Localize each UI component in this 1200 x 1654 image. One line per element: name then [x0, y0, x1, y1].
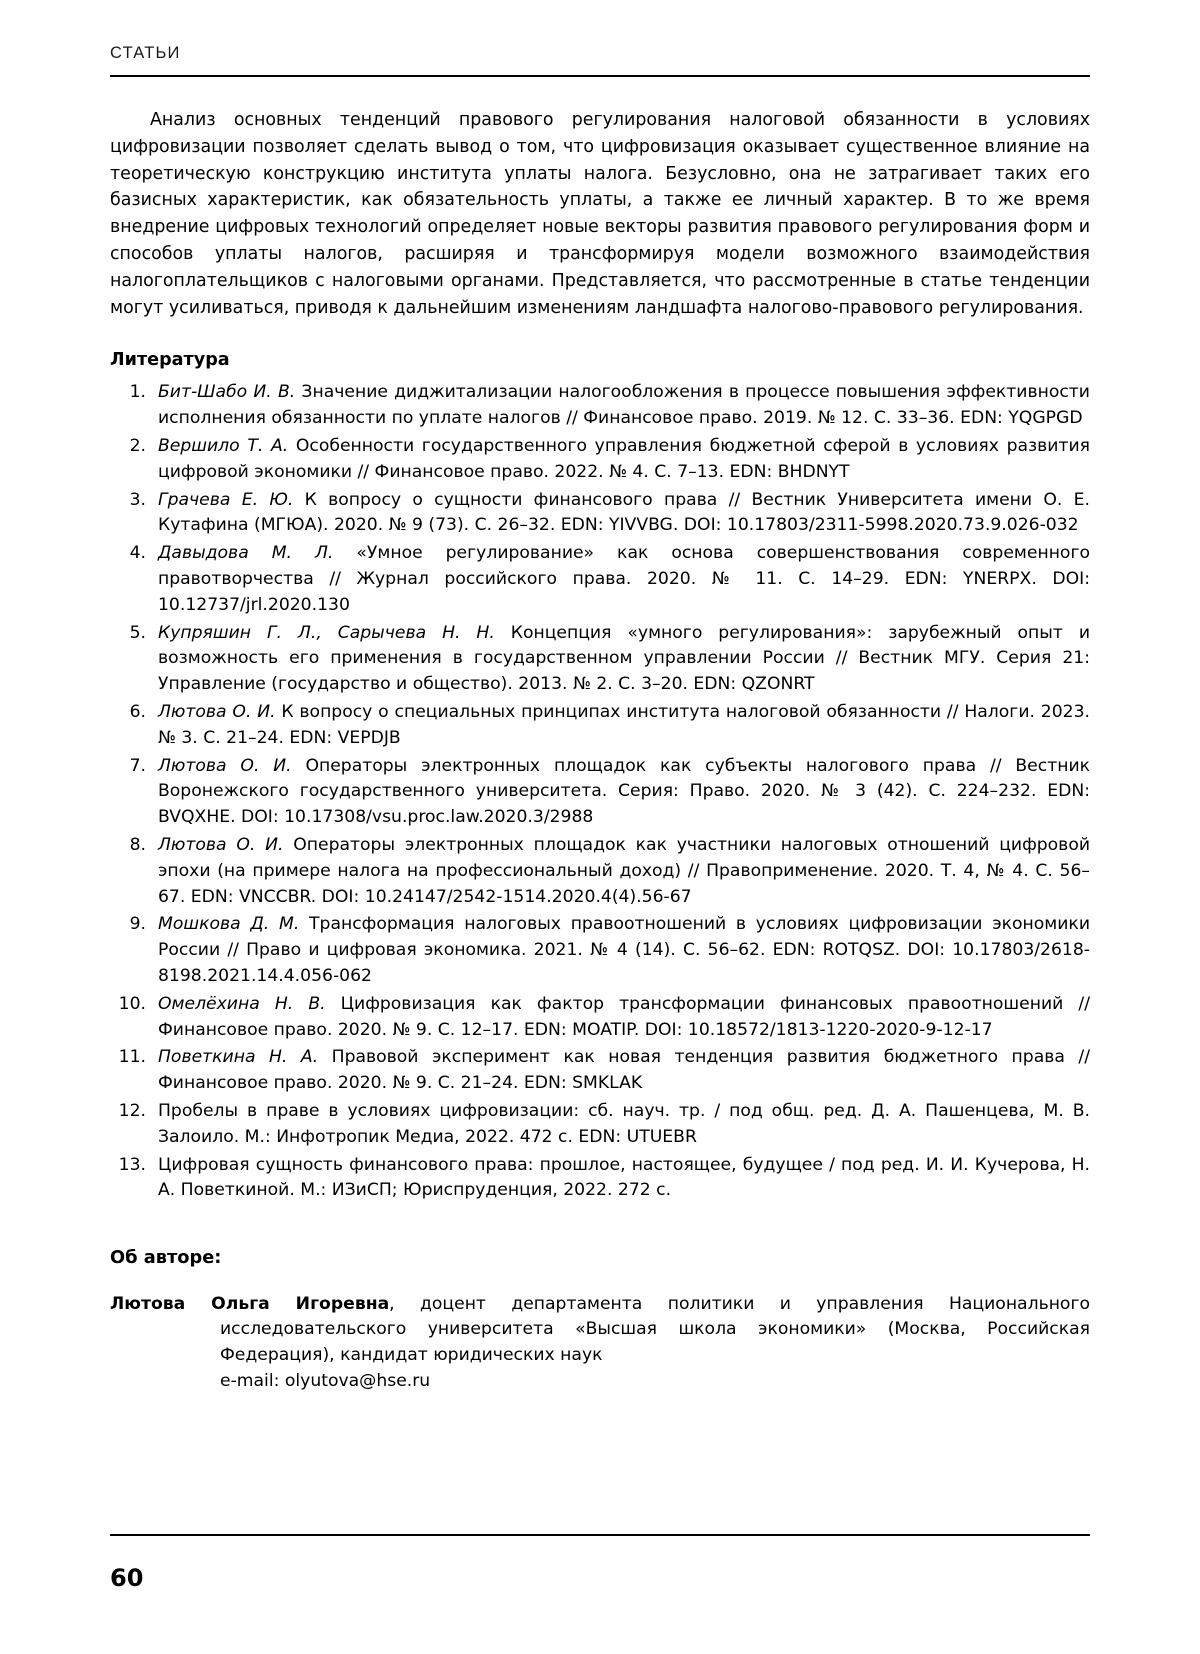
about-author-heading: Об авторе:: [110, 1247, 222, 1269]
reference-author: Бит-Шабо И. В.: [158, 382, 296, 403]
references-list: [110, 380, 1090, 1204]
reference-text: К вопросу о сущности финансового права // Вестник Университета имени О. Е. Кутафина (МГЮА). 2020. № 9 (73). С. 26–32. EDN: YIVVBG. DOI: 10.17803/2311-5998.2020.73.9.026-032: [158, 489, 1090, 536]
reference-text: Цифровая сущность финансового права: прошлое, настоящее, будущее / под ред. И. И. Кучерова, Н. А. Поветкиной. М.: ИЗиСП; Юриспруденция, 2022. 272 с.: [158, 1154, 1090, 1201]
page-content: [110, 77, 1090, 1395]
reference-text: Особенности государственного управления бюджетной сферой в условиях развития цифровой экономики // Финансовое право. 2022. № 4. С. 7–13. EDN: BHDNYT: [158, 436, 1090, 482]
list-item: [110, 754, 1090, 831]
reference-text: К вопросу о специальных принципах института налоговой обязанности // Налоги. 2023. № 3. С. 21–24. EDN: VEPDJB: [158, 702, 1090, 748]
reference-author: Омелёхина Н. В.: [158, 993, 326, 1014]
abstract-paragraph: Анализ основных тенденций правового регулирования налоговой обязанности в условиях цифровизации позволяет сделать вывод о том, что цифровизация оказывает существенное влияние на теоретическую конструкцию института уплаты налога. Безусловно, она не затрагивает таких его базисных характеристик, как обязательность уплаты, а также ее личный характер. В то же время внедрение цифровых технологий определяет новые векторы развития правового регулирования форм и способов уплаты налогов, расширяя и трансформируя модели возможного взаимодействия налогоплательщиков с налоговыми органами. Представляется, что рассмотренные в статье тенденции могут усиливаться, приводя к дальнейшим изменениям ландшафта налогово-правового регулирования.: [110, 110, 1090, 318]
author-email: e-mail: olyutova@hse.ru: [220, 1370, 431, 1391]
reference-author: Давыдова М. Л.: [158, 543, 334, 564]
reference-author: Грачева Е. Ю.: [158, 489, 294, 510]
references-heading: Литература: [110, 350, 230, 371]
list-item: [110, 380, 1090, 432]
reference-text: Операторы электронных площадок как субъекты налогового права // Вестник Воронежского государственного университета. Серия: Право. 2020. № 3 (42). С. 224–232. EDN: BVQXHE. DOI: 10.17308/vsu.proc.law.2020.3/2988: [158, 755, 1090, 828]
reference-author: Лютова О. И.: [158, 835, 284, 856]
reference-author: Купряшин Г. Л., Сарычева Н. Н.: [158, 622, 495, 643]
reference-author: Вершило Т. А.: [158, 436, 289, 457]
reference-text: Операторы электронных площадок как участники налоговых отношений цифровой эпохи (на примере налога на профессиональный доход) // Правоприменение. 2020. Т. 4, № 4. С. 56–67. EDN: VNCCBR. DOI: 10.24147/2542-1514.2020.4(4).56-67: [158, 835, 1091, 907]
list-item: [110, 434, 1090, 486]
reference-text: «Умное регулирование» как основа совершенствования современного правотворчества // Журнал российского права. 2020. № 11. С. 14–29. EDN: YNERPX. DOI: 10.12737/jrl.2020.130: [158, 543, 1090, 615]
list-item: [110, 1153, 1090, 1205]
footer-divider: [110, 1534, 1090, 1536]
reference-text: Пробелы в праве в условиях цифровизации: сб. науч. тр. / под общ. ред. Д. А. Пашенцева, М. В. Залоило. М.: Инфотропик Медиа, 2022. 472 с. EDN: UTUEBR: [158, 1100, 1090, 1147]
reference-text: Значение диджитализации налогообложения в процессе повышения эффективности исполнения обязанности по уплате налогов // Финансовое право. 2019. № 12. С. 33–36. EDN: YQGPGD: [158, 382, 1090, 429]
list-item: [110, 541, 1090, 618]
list-item: [110, 833, 1090, 910]
running-head: СТАТЬИ: [110, 44, 181, 62]
list-item: [110, 621, 1090, 698]
reference-author: Поветкина Н. А.: [158, 1047, 319, 1068]
list-item: [110, 1045, 1090, 1097]
list-item: [110, 488, 1090, 540]
reference-author: Лютова О. И.: [158, 702, 276, 723]
list-item: [110, 912, 1090, 989]
reference-author: Мошкова Д. М.: [158, 914, 300, 935]
about-author-block: [110, 1292, 1090, 1395]
reference-text: Концепция «умного регулирования»: зарубежный опыт и возможность его применения в государственном управлении России // Вестник МГУ. Серия 21: Управление (государство и общество). 2013. № 2. С. 3–20. EDN: QZONRT: [158, 622, 1090, 695]
reference-text: Правовой эксперимент как новая тенденция развития бюджетного права // Финансовое право. 2020. № 9. С. 21–24. EDN: SMKLAK: [158, 1047, 1090, 1094]
reference-author: Лютова О. И.: [158, 755, 292, 776]
reference-text: Цифровизация как фактор трансформации финансовых правоотношений // Финансовое право. 2020. № 9. С. 12–17. EDN: MOATIP. DOI: 10.18572/1813-1220-2020-9-12-17: [158, 993, 1090, 1040]
author-name: Лютова Ольга Игоревна: [110, 1293, 390, 1314]
list-item: [110, 992, 1090, 1044]
list-item: [110, 1099, 1090, 1151]
reference-text: Трансформация налоговых правоотношений в условиях цифровизации экономики России // Право и цифровая экономика. 2021. № 4 (14). С. 56–62. EDN: ROTQSZ. DOI: 10.17803/2618-8198.2021.14.4.056-062: [158, 914, 1090, 986]
author-affiliation: , доцент департамента политики и управления Национального исследовательского университета «Высшая школа экономики» (Москва, Российская Федерация), кандидат юридических наук: [220, 1293, 1090, 1366]
page-number: 60: [110, 1564, 144, 1592]
list-item: [110, 700, 1090, 752]
